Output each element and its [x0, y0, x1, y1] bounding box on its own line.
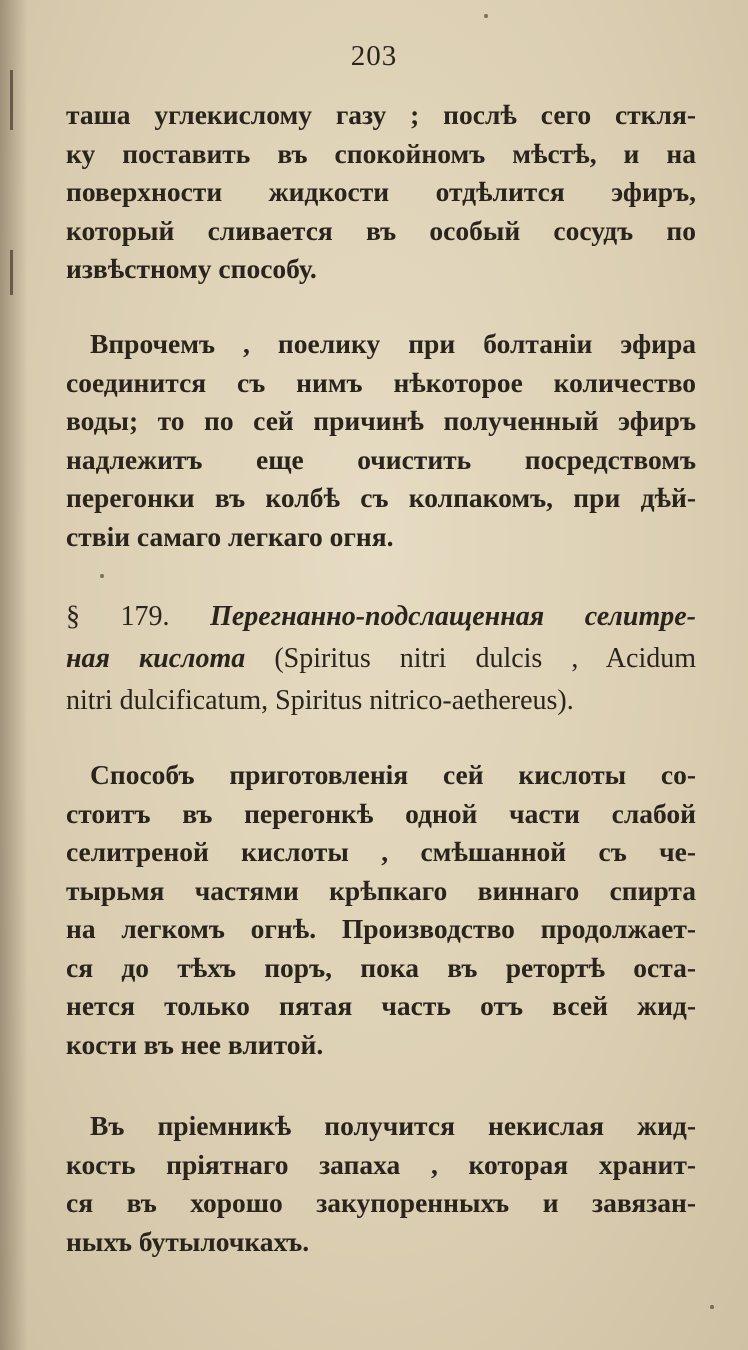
text-line: таша углекислому газу ; послѣ сего сткля- [66, 99, 696, 130]
page-number: 203 [350, 40, 398, 72]
latin-names-cont: nitri dulcificatum, Spiritus nitrico-aethereus). [66, 685, 574, 716]
text-line: ныхъ бутылочкахъ. [66, 1225, 310, 1257]
text-line: Впрочемъ , поелику при болтаніи эфира [90, 328, 696, 359]
heading-line [66, 596, 696, 638]
text-line: кость пріятнаго запаха , которая хранит- [66, 1148, 696, 1180]
section-number: § 179. [66, 601, 170, 632]
text-line: ся до тѣхъ поръ, пока въ ретортѣ оста- [66, 951, 696, 983]
text-line: надлежитъ еще очистить посредствомъ [66, 443, 696, 475]
text-line: стоитъ въ перегонкѣ одной части слабой [66, 797, 696, 829]
text-line: селитреной кислоты , смѣшанной съ че- [66, 836, 696, 867]
text-line: соединится съ нимъ нѣкоторое количество [66, 366, 696, 398]
paper-speck [100, 574, 104, 578]
heading-line [66, 680, 696, 722]
text-line: извѣстному способу. [66, 253, 317, 284]
paragraph-3 [66, 756, 696, 1064]
heading-line [66, 638, 696, 680]
binding-mark [10, 70, 13, 130]
text-line: ку поставить въ спокойномъ мѣстѣ, и на [66, 137, 696, 169]
paper-speck [710, 1305, 714, 1309]
text-line: поверхности жидкости отдѣлится эфиръ, [66, 176, 696, 207]
section-heading [66, 596, 696, 722]
text-line: тырьмя частями крѣпкаго виннаго спирта [66, 874, 696, 906]
text-line: воды; то по сей причинѣ полученный эфиръ [66, 405, 696, 436]
text-line: нется только пятая часть отъ всей жид- [66, 990, 696, 1021]
binding-mark [10, 250, 13, 295]
text-line: ся въ хорошо закупоренныхъ и завязан- [66, 1187, 696, 1218]
text-line: который сливается въ особый сосудъ по [66, 214, 696, 246]
text-line: кости въ нее влитой. [66, 1028, 324, 1060]
section-title: Перегнанно-подслащенная селитре- [210, 601, 696, 632]
section-title-cont: ная кислота [66, 643, 246, 674]
latin-names: (Spiritus nitri dulcis , Acidum [274, 643, 697, 674]
text-line: Способъ приготовленія сей кислоты со- [90, 759, 696, 790]
paragraph-1 [66, 96, 696, 289]
text-line: перегонки въ колбѣ съ колпакомъ, при дѣй- [66, 482, 696, 513]
paper-speck [484, 14, 488, 18]
paragraph-4 [66, 1107, 696, 1261]
text-line: Въ пріемникѣ получится некислая жид- [90, 1110, 696, 1141]
text-line: ствіи самаго легкаго огня. [66, 520, 394, 552]
text-line: на легкомъ огнѣ. Производство продолжает- [66, 913, 696, 944]
binding-shadow [0, 0, 28, 1350]
paragraph-2 [66, 325, 696, 556]
